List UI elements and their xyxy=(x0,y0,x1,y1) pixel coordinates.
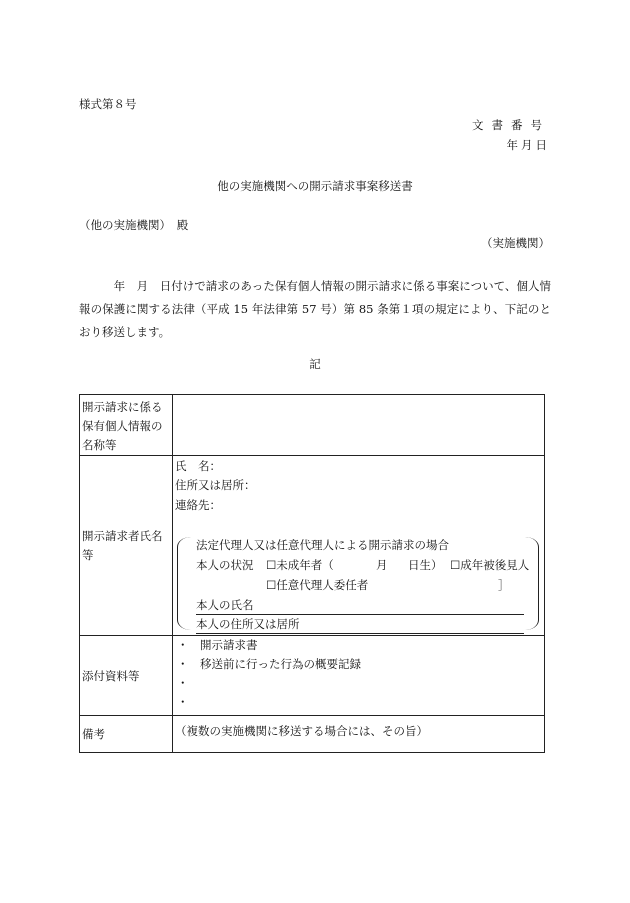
requester-name: 氏 名： xyxy=(175,459,221,473)
label-personal-info-name: 開示請求に係る保有個人情報の名称等 xyxy=(82,400,163,452)
birth-day: 日生） xyxy=(408,558,443,572)
row-divider xyxy=(80,455,544,456)
principal-address: 本人の住所又は居所 xyxy=(196,617,300,631)
form-number: 様式第８号 xyxy=(79,97,137,111)
principal-address-underline xyxy=(196,633,524,634)
row-divider xyxy=(80,715,544,716)
requester-contact: 連絡先： xyxy=(175,498,221,512)
label-attachments: 添付資料等 xyxy=(82,669,140,683)
attachment-item: ・ 開示請求書 xyxy=(177,638,258,652)
principal-name: 本人の氏名 xyxy=(196,598,254,612)
addressee: （他の実施機関） 殿 xyxy=(79,218,189,232)
agent-heading: 法定代理人又は任意代理人による開示請求の場合 xyxy=(196,538,449,552)
document-date: 年月日 xyxy=(506,138,550,152)
guardian-checkbox: ☐成年被後見人 xyxy=(450,558,530,572)
attachment-item: ・ xyxy=(177,676,189,690)
requester-address: 住所又は居所： xyxy=(175,478,256,492)
document-number: 文書番号 xyxy=(472,118,550,132)
principal-status-label: 本人の状況 xyxy=(196,558,254,572)
birth-month: 月 xyxy=(376,558,388,572)
row-divider xyxy=(80,635,544,636)
minor-checkbox: ☐未成年者（ xyxy=(266,558,334,572)
transfer-table xyxy=(79,394,545,753)
close-bracket: ］ xyxy=(498,578,510,592)
column-divider xyxy=(172,395,173,752)
remarks-content: （複数の実施機関に移送する場合には、その旨） xyxy=(175,724,428,738)
sender: （実施機関） xyxy=(481,236,550,250)
label-remarks: 備考 xyxy=(82,727,105,741)
body-text: 年 月 日付けで請求のあった保有個人情報の開示請求に係る事案について、個人情報の保護に関する法律（平成 15 年法律第 57 号）第 85 条第１項の規定により、下記のとおり移送します。 xyxy=(79,279,551,339)
attachment-item: ・ 移送前に行った行為の概要記録 xyxy=(177,657,361,671)
document-title: 他の実施機関への開示請求事案移送書 xyxy=(217,179,413,193)
label-requester: 開示請求者氏名等 xyxy=(82,529,163,562)
ki-heading: 記 xyxy=(309,357,321,371)
proxy-checkbox: ☐任意代理人委任者 xyxy=(266,578,369,592)
attachment-item: ・ xyxy=(177,695,189,709)
principal-name-underline xyxy=(196,614,524,615)
